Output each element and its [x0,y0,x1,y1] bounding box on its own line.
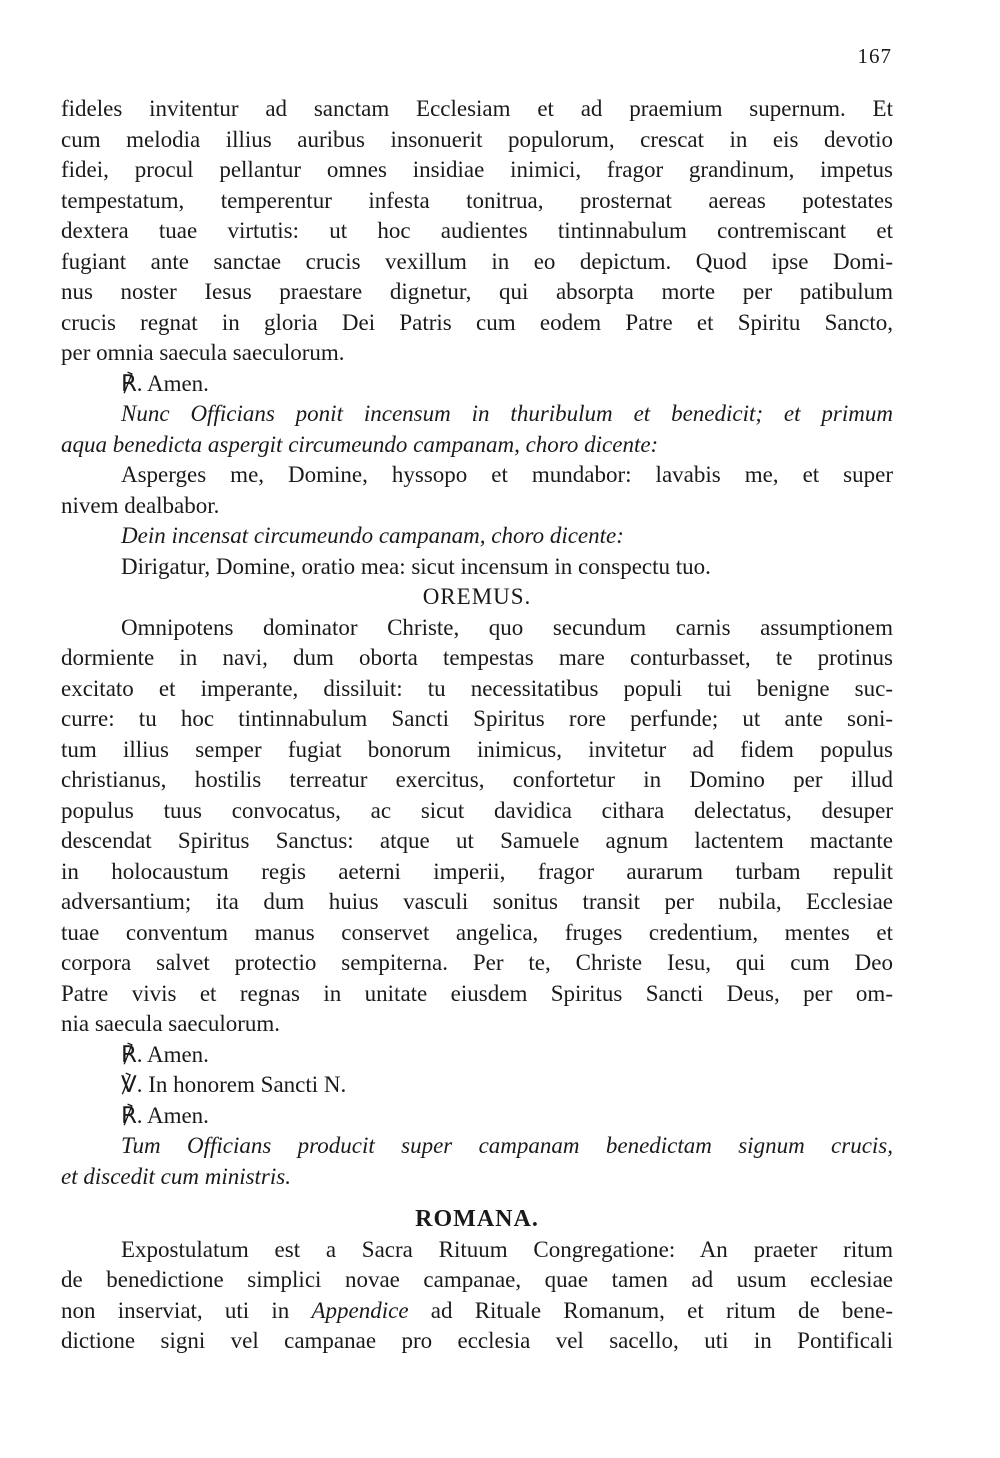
text-line: curre: tu hoc tintinnabulum Sancti Spiritus rore perfunde; ut ante soni- [61,706,893,731]
text-line: populus tuus convocatus, ac sicut davidica cithara delectatus, desuper [61,797,893,823]
text-line: Expostulatum est a Sacra Rituum Congregatione: An praeter ritum [121,1236,893,1262]
rubric-line: Tum Officians producit super campanam benedictam signum crucis, [121,1133,893,1158]
appendice-emphasis: Appendice [311,1297,409,1323]
text-line: nus noster Iesus praestare dignetur, qui absorpta morte per patibulum [61,279,893,304]
text-fragment: ad Rituale Romanum, et ritum de bene- [430,1297,893,1323]
romana-paragraph [61,1235,893,1357]
text-line: fidei, procul pellantur omnes insidiae inimici, fragor grandinum, impetus [61,157,893,182]
rubric-sign-of-cross [61,1131,893,1192]
rubric-line: aqua benedicta aspergit circumeundo campanam, choro dicente: [61,431,659,457]
text-line: dictione signi vel campanae pro ecclesia vel sacello, uti in Pontificali [61,1328,893,1353]
text-line: Omnipotens dominator Christe, quo secundum carnis assumptionem [121,614,893,640]
text-line [61,1296,893,1327]
rubric-line: Nunc Officians ponit incensum in thuribulum et benedicit; et primum [121,401,893,426]
page-number: 167 [857,44,892,68]
rubric-incensat: Dein incensat circumeundo campanam, choro dicente: [121,523,624,548]
rubric-line: et discedit cum ministris. [61,1163,291,1189]
response-amen: ℟. Amen. [121,1102,209,1128]
rubric-incense [61,399,893,460]
section-heading: ROMANA. [415,1206,539,1232]
text-line: crucis regnat in gloria Dei Patris cum eodem Patre et Spiritu Sancto, [61,309,893,335]
text-line: tum illius semper fugiat bonorum inimicus, invitetur ad fidem populus [61,736,893,762]
text-line: dextera tuae virtutis: ut hoc audientes tintinnabulum contremiscant et [61,218,893,243]
response-amen: ℟. Amen. [121,1041,209,1067]
text-line: adversantium; ita dum huius vasculi sonitus transit per nubila, Ecclesiae [61,889,893,914]
text-fragment: non inserviat, uti in [61,1297,290,1323]
oremus-heading: OREMUS. [422,584,532,609]
text-line: in holocaustum regis aeterni imperii, fragor aurarum turbam repulit [61,858,893,884]
text-line: excitato et imperante, dissiluit: tu necessitatibus populi tui benigne suc- [61,675,893,701]
response-amen: ℟. Amen. [121,370,209,396]
text-line: cum melodia illius auribus insonuerit populorum, crescat in eis devotio [61,126,893,152]
versicle-in-honorem: ℣. In honorem Sancti N. [121,1072,347,1097]
text-line: fideles invitentur ad sanctam Ecclesiam et ad praemium supernum. Et [61,96,893,121]
text-line: Asperges me, Domine, hyssopo et mundabor: lavabis me, et super [121,462,893,487]
text-line: tempestatum, temperentur infesta tonitrua, prosternat aereas potestates [61,187,893,213]
text-line: corpora salvet protectio sempiterna. Per te, Christe Iesu, qui cum Deo [61,950,893,975]
text-line: nivem dealbabor. [61,492,220,518]
text-line: nia saecula saeculorum. [61,1011,281,1036]
text-line: per omnia saecula saeculorum. [61,340,345,365]
text-line: dormiente in navi, dum oborta tempestas mare conturbasset, te protinus [61,645,893,670]
text-line: descendat Spiritus Sanctus: atque ut Samuele agnum lactentem mactante [61,828,893,853]
text-line: christianus, hostilis terreatur exercitus, confortetur in Domino per illud [61,767,893,792]
page-body [61,94,893,1357]
text-line: tuae conventum manus conservet angelica, fruges credentium, mentes et [61,919,893,945]
text-line: de benedictione simplici novae campanae, quae tamen ad usum ecclesiae [61,1267,893,1292]
text-line: Patre vivis et regnas in unitate eiusdem Spiritus Sancti Deus, per om- [61,980,893,1006]
prayer-omnipotens [61,613,893,1040]
text-line: fugiant ante sanctae crucis vexillum in eo depictum. Quod ipse Domi- [61,248,893,274]
prayer-continuation [61,94,893,369]
asperges-antiphon [61,460,893,521]
dirigatur-verse: Dirigatur, Domine, oratio mea: sicut incensum in conspectu tuo. [121,553,711,579]
